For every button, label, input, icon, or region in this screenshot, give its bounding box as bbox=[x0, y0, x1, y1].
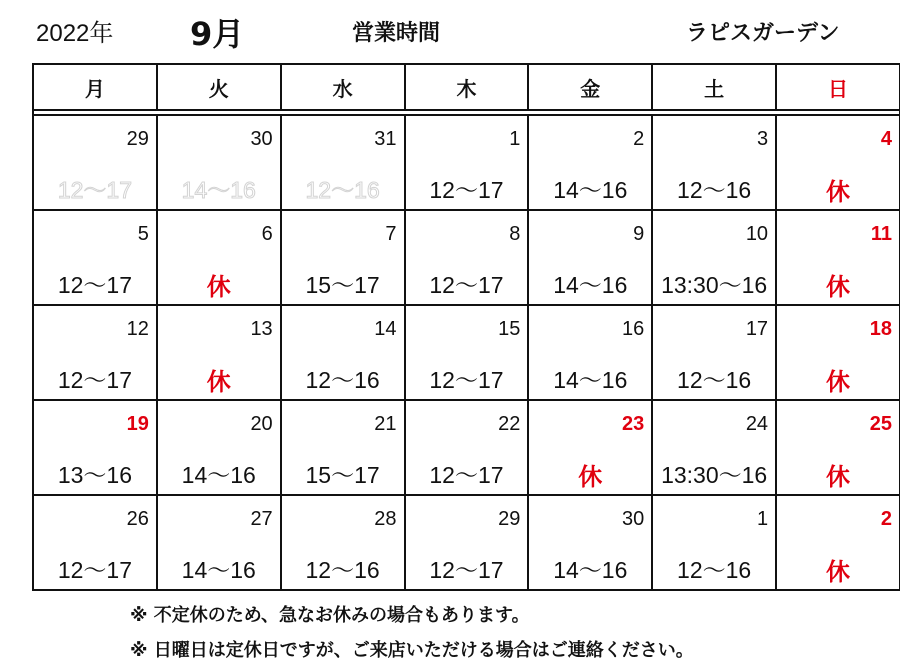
day-number: 28 bbox=[374, 508, 397, 530]
day-cell bbox=[405, 115, 529, 210]
day-cell bbox=[776, 305, 900, 400]
day-cell bbox=[281, 115, 405, 210]
weekday-thu: 木 bbox=[405, 64, 529, 110]
day-number: 29 bbox=[498, 508, 521, 530]
week-row bbox=[33, 115, 900, 210]
day-number: 20 bbox=[250, 413, 273, 435]
day-cell bbox=[652, 400, 776, 495]
page-title: 営業時間 bbox=[352, 21, 441, 46]
note-sunday-visit: ※ 日曜日は定休日ですが、ご来店いただける場合はご連絡ください。 bbox=[130, 640, 694, 661]
day-cell bbox=[33, 210, 157, 305]
business-hours: 12～17 bbox=[429, 177, 504, 203]
day-cell bbox=[776, 210, 900, 305]
weekday-fri: 金 bbox=[528, 64, 652, 110]
business-hours: 12～17 bbox=[429, 462, 504, 488]
day-cell bbox=[652, 210, 776, 305]
day-number: 8 bbox=[509, 223, 521, 245]
day-cell bbox=[281, 400, 405, 495]
week-row bbox=[33, 495, 900, 590]
day-number: 29 bbox=[126, 128, 149, 150]
business-hours: 12～16 bbox=[677, 557, 752, 583]
day-cell bbox=[652, 305, 776, 400]
closed-label: 休 bbox=[826, 559, 851, 586]
day-number: 21 bbox=[374, 413, 397, 435]
day-cell bbox=[281, 210, 405, 305]
business-hours: 12～17 bbox=[429, 272, 504, 298]
business-hours: 12～16 bbox=[305, 557, 380, 583]
day-number: 23 bbox=[621, 413, 645, 435]
day-number: 1 bbox=[509, 128, 521, 150]
weekday-sat: 土 bbox=[652, 64, 776, 110]
day-cell bbox=[157, 305, 281, 400]
calendar-grid bbox=[32, 63, 900, 591]
note-irregular-closing: ※ 不定休のため、急なお休みの場合もあります。 bbox=[130, 605, 530, 626]
day-cell bbox=[281, 495, 405, 590]
business-hours: 12～17 bbox=[57, 272, 132, 298]
business-hours: 14～16 bbox=[181, 177, 256, 203]
business-hours: 12～17 bbox=[57, 557, 132, 583]
business-hours: 12～17 bbox=[57, 177, 132, 203]
business-hours: 14～16 bbox=[181, 557, 256, 583]
business-hours: 12～16 bbox=[677, 177, 752, 203]
day-cell bbox=[157, 495, 281, 590]
day-number: 17 bbox=[745, 318, 769, 340]
closed-label: 休 bbox=[826, 274, 851, 301]
day-number: 26 bbox=[126, 508, 149, 530]
day-number: 13 bbox=[250, 318, 273, 340]
day-number: 12 bbox=[126, 318, 149, 340]
day-number: 11 bbox=[870, 223, 892, 245]
day-cell bbox=[528, 495, 652, 590]
day-cell bbox=[33, 400, 157, 495]
business-hours: 12～17 bbox=[57, 367, 132, 393]
day-cell bbox=[405, 305, 529, 400]
day-cell bbox=[652, 115, 776, 210]
day-number: 2 bbox=[633, 128, 645, 150]
weekday-mon: 月 bbox=[33, 64, 157, 110]
day-number: 27 bbox=[250, 508, 273, 530]
closed-label: 休 bbox=[826, 179, 851, 206]
day-number: 7 bbox=[385, 223, 397, 245]
day-cell bbox=[405, 495, 529, 590]
day-cell bbox=[528, 210, 652, 305]
day-number: 25 bbox=[869, 413, 892, 435]
closed-label: 休 bbox=[206, 369, 231, 396]
day-cell bbox=[528, 115, 652, 210]
day-number: 30 bbox=[621, 508, 645, 530]
day-cell bbox=[157, 210, 281, 305]
shop-name: ラピスガーデン bbox=[686, 21, 840, 46]
business-hours: 13:30～16 bbox=[661, 462, 768, 488]
day-number: 31 bbox=[374, 128, 397, 150]
day-cell bbox=[776, 495, 900, 590]
day-number: 19 bbox=[126, 413, 149, 435]
year-label: 2022年 bbox=[36, 20, 114, 47]
business-hours: 12～16 bbox=[305, 367, 380, 393]
day-cell bbox=[405, 400, 529, 495]
day-number: 14 bbox=[374, 318, 397, 340]
day-number: 18 bbox=[869, 318, 892, 340]
day-number: 9 bbox=[633, 223, 645, 245]
day-number: 24 bbox=[745, 413, 769, 435]
business-hours: 14～16 bbox=[553, 367, 628, 393]
closed-label: 休 bbox=[826, 464, 851, 491]
month-label: 9月 bbox=[190, 15, 245, 53]
business-hours: 15～17 bbox=[305, 272, 380, 298]
business-hours: 12～17 bbox=[429, 557, 504, 583]
weekday-wed: 水 bbox=[281, 64, 405, 110]
day-cell bbox=[528, 305, 652, 400]
week-row bbox=[33, 305, 900, 400]
closed-label: 休 bbox=[206, 274, 231, 301]
business-hours: 14～16 bbox=[553, 177, 628, 203]
day-cell bbox=[528, 400, 652, 495]
day-number: 4 bbox=[880, 128, 892, 150]
day-number: 6 bbox=[261, 223, 273, 245]
day-cell bbox=[776, 400, 900, 495]
business-hours: 12～16 bbox=[677, 367, 752, 393]
day-cell bbox=[652, 495, 776, 590]
business-hours: 13:30～16 bbox=[661, 272, 768, 298]
day-cell bbox=[33, 495, 157, 590]
day-number: 16 bbox=[621, 318, 645, 340]
day-number: 22 bbox=[498, 413, 521, 435]
business-hours: 14～16 bbox=[553, 557, 628, 583]
business-hours: 14～16 bbox=[553, 272, 628, 298]
day-cell bbox=[776, 115, 900, 210]
business-hours: 14～16 bbox=[181, 462, 256, 488]
day-cell bbox=[157, 400, 281, 495]
week-row bbox=[33, 400, 900, 495]
closed-label: 休 bbox=[578, 464, 603, 491]
week-row bbox=[33, 210, 900, 305]
weekday-header-row bbox=[33, 64, 900, 110]
business-hours: 15～17 bbox=[305, 462, 380, 488]
business-hours: 12～16 bbox=[305, 177, 380, 203]
closed-label: 休 bbox=[826, 369, 851, 396]
day-cell bbox=[281, 305, 405, 400]
business-hours: 13～16 bbox=[57, 462, 132, 488]
day-cell bbox=[33, 115, 157, 210]
weekday-tue: 火 bbox=[157, 64, 281, 110]
day-cell bbox=[33, 305, 157, 400]
day-cell bbox=[405, 210, 529, 305]
weekday-sun: 日 bbox=[776, 64, 900, 110]
day-cell bbox=[157, 115, 281, 210]
day-number: 1 bbox=[756, 508, 769, 530]
business-hours: 12～17 bbox=[429, 367, 504, 393]
day-number: 2 bbox=[880, 508, 892, 530]
day-number: 3 bbox=[756, 128, 769, 150]
day-number: 5 bbox=[137, 223, 149, 245]
day-number: 15 bbox=[498, 318, 521, 340]
day-number: 30 bbox=[250, 128, 273, 150]
day-number: 10 bbox=[745, 223, 769, 245]
